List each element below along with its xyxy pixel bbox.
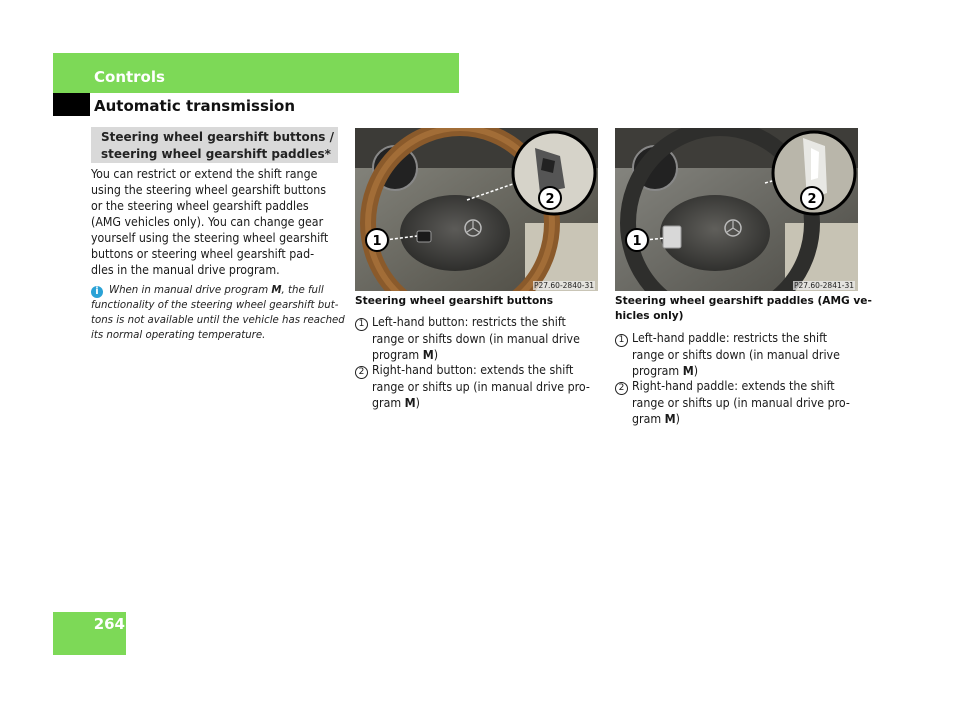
note-line: tons is not available until the vehicle has reached: [91, 315, 345, 326]
item-text: Left-hand paddle: restricts the shift: [632, 331, 828, 345]
body-line: (AMG vehicles only). You can change gear: [91, 215, 324, 229]
callout-number: 2: [615, 382, 628, 395]
figure-caption-paddles: [615, 294, 872, 324]
page-number-text: 264: [93, 615, 125, 633]
callout-1: 1: [632, 234, 642, 249]
body-line: yourself using the steering wheel gearshift: [91, 231, 329, 245]
body-line: dles in the manual drive program.: [91, 263, 280, 277]
program-m: M: [664, 412, 676, 426]
item-text: Right-hand button: extends the shift: [372, 363, 574, 377]
note-line: its normal operating temperature.: [91, 330, 266, 341]
callout-number: 2: [355, 366, 368, 379]
figure-caption-buttons: [355, 294, 553, 309]
item-text: ): [415, 396, 420, 410]
callout-number: 1: [355, 318, 368, 331]
item-text: Left-hand button: restricts the shift: [372, 315, 566, 329]
caption-line: Steering wheel gearshift paddles (AMG ve-: [615, 295, 872, 307]
item-text: ): [433, 348, 439, 362]
info-note: [91, 283, 343, 343]
photo-code: P27.60-2841-31: [793, 281, 854, 290]
topic-heading-line-1: Steering wheel gearshift buttons /: [101, 130, 334, 144]
body-line: or the steering wheel gearshift paddles: [91, 199, 309, 213]
item-text: Right-hand paddle: extends the shift: [632, 379, 835, 393]
item-text: range or shifts up (in manual drive pro-: [372, 380, 590, 394]
body-line: using the steering wheel gearshift buttons: [91, 183, 327, 197]
callout-2: 2: [545, 192, 555, 207]
callout-2: 2: [807, 192, 817, 207]
page-number: [53, 615, 126, 633]
note-text: , the full: [281, 285, 324, 296]
program-m: M: [404, 396, 416, 410]
subsection-title: Automatic transmission: [94, 97, 295, 115]
steering-wheel-buttons-photo: [355, 128, 598, 291]
item-text: gram: [372, 396, 405, 410]
item-text: ): [693, 364, 699, 378]
item-text: program: [372, 348, 423, 362]
topic-heading-line-2: steering wheel gearshift paddles*: [101, 147, 331, 161]
note-line: functionality of the steering wheel gearshift but-: [91, 300, 339, 311]
body-paragraph: [91, 166, 341, 278]
info-icon: i: [91, 286, 103, 298]
item-text: range or shifts down (in manual drive: [632, 348, 840, 362]
item-text: range or shifts up (in manual drive pro-: [632, 396, 850, 410]
legend-item-2: [355, 362, 590, 411]
item-text: program: [632, 364, 683, 378]
photo-code: P27.60-2840-31: [533, 281, 594, 290]
legend-item-1: [355, 314, 580, 363]
program-m: M: [682, 364, 694, 378]
note-program-m: M: [271, 285, 282, 296]
callout-1: 1: [372, 234, 382, 249]
item-text: ): [675, 412, 680, 426]
body-line: You can restrict or extend the shift range: [91, 167, 318, 181]
note-text: When in manual drive program: [109, 285, 272, 296]
section-title: Controls: [94, 68, 165, 86]
steering-wheel-paddles-photo: [615, 128, 858, 291]
callout-number: 1: [615, 334, 628, 347]
caption-line: Steering wheel gearshift buttons: [355, 295, 554, 307]
legend-item-2: [615, 378, 850, 427]
legend-item-1: [615, 330, 840, 379]
item-text: gram: [632, 412, 665, 426]
caption-line: hicles only): [615, 310, 684, 322]
body-line: buttons or steering wheel gearshift pad-: [91, 247, 315, 261]
header-black-tab: [53, 93, 90, 116]
item-text: range or shifts down (in manual drive: [372, 332, 580, 346]
program-m: M: [422, 348, 434, 362]
